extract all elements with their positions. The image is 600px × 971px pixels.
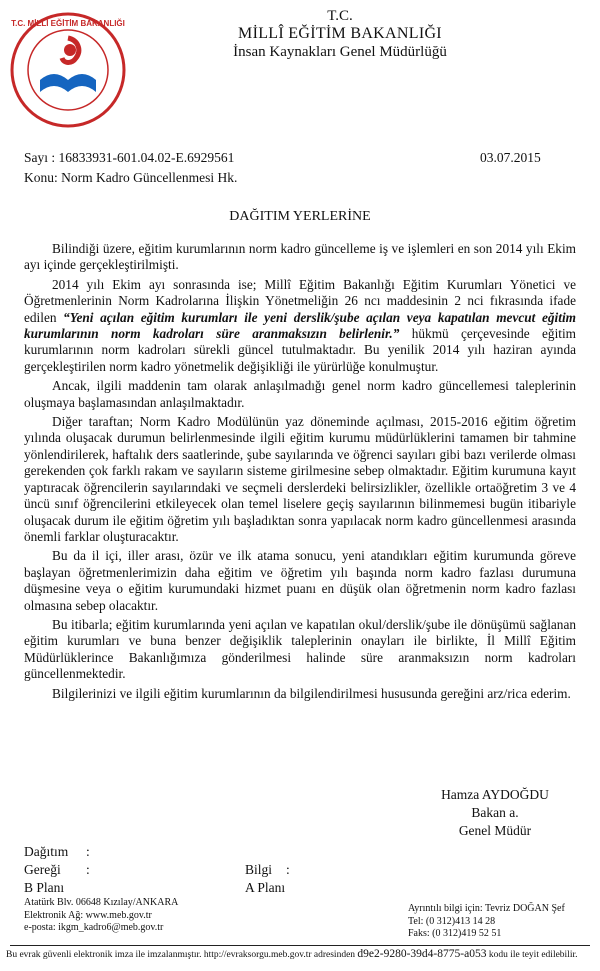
footer-email: e-posta: ikgm_kadro6@meb.gov.tr: [24, 922, 164, 933]
paragraph-7: Bilgilerinizi ve ilgili eğitim kurumlarının da bilgilendirilmesi hususunda gereğini arz/rica ederim.: [52, 685, 571, 701]
ministry-logo: [8, 10, 128, 130]
document-subject: Konu: Norm Kadro Güncellenmesi Hk.: [24, 170, 238, 185]
document-date: 03.07.2015: [480, 150, 541, 165]
verification-note: [6, 948, 596, 960]
distribution-b-plani: B Planı: [24, 880, 65, 895]
header-directorate: İnsan Kaynakları Genel Müdürlüğü: [233, 44, 447, 60]
footer-web: Elektronik Ağ: www.meb.gov.tr: [24, 909, 152, 921]
footer-fax: Faks: (0 312)419 52 51: [408, 928, 502, 939]
paragraph-6: Bu itibarla; eğitim kurumlarında yeni açılan ve kapatılan okul/derslik/şube ile dönüşümü sağlanan eğitim kurumları ve buna benzer değişiklik taleplerinin onayları ile birlikte, İl Millî Eğitim Müdürlüklerince Bakanlığımıza gönderilmesi halinde süre aranmaksızın norm kadroları güncellenmektedir.: [24, 616, 576, 682]
paragraph-2: [24, 277, 576, 375]
svg-text:T.C. MİLLİ EĞİTİM BAKANLIĞI: T.C. MİLLİ EĞİTİM BAKANLIĞI: [11, 19, 125, 28]
footer-tel: Tel: (0 312)413 14 28: [408, 915, 496, 927]
document-title: DAĞITIM YERLERİNE: [229, 209, 371, 224]
footer-divider: [10, 945, 590, 946]
footer-address: Atatürk Blv. 06648 Kızılay/ANKARA: [24, 897, 179, 908]
footer-contact-block: [408, 903, 565, 941]
paragraph-5: Bu da il içi, iller arası, özür ve ilk atama sonucu, yeni atandıkları eğitim kurumunda göreve başlayan öğretmenlerimizin daha eğitim ve öğretim yılı başında norm kadro fazlası durumuna düşmesine veya o eğitim kurumundaki hizmet puanı en düşük olan öğretmenin norm kadro fazlası olmasına sebep olacaktır.: [24, 548, 576, 613]
paragraph-1: Bilindiği üzere, eğitim kurumlarının norm kadro güncelleme iş ve işlemleri en son 2014 yılı Ekim ayı içinde gerçekleştirilmişti.: [24, 241, 576, 273]
paragraph-3: Ancak, ilgili maddenin tam olarak anlaşılmadığı genel norm kadro güncellemesi taleplerinin oluşmaya başlamasından anlaşılmaktadır.: [24, 378, 576, 410]
distribution-a-plani: A Planı: [245, 880, 286, 895]
distribution-bilgi: Bilgi: [245, 862, 273, 877]
signatory-role-2: Genel Müdür: [458, 823, 532, 838]
document-body: [24, 241, 576, 705]
paragraph-4: Diğer taraftan; Norm Kadro Modülünün yaz döneminde açılması, 2015-2016 eğitim öğretim yılında oluşacak durumun belirlenmesinde ilgili eğitim kurumu müdürlüklerini tamamen bir tahmine yönlendirilerek, haftalık ders saatlerinde, şube sayılarında ve öğrenci sayıları gibi bazı verilerde olması gerekenden çok farklı rakam ve sayıların sisteme girilmesine sebep olmaktadır. Eğitim kurumuna kayıt yaptıracak öğrencilerin sayılarındaki ve seçmeli derslerdeki belirsizlikler, özellikle ortaöğretim 3 ve 4 üncü sınıf öğrencilerini etkileyecek olan temel liselere geçiş sayılarının bilinmemesi bugün itibariyle oluşacak durum ile eğitim öğretim yılı başladıktan sonra yapılacak norm kadro güncellenmesi arasında önemli farklar oluşturacaktır.: [24, 414, 576, 544]
distribution-bilgi-colon: :: [286, 862, 290, 877]
paragraph-2-rest: hükmü çerçevesinde eğitim kurumlarının norm kadroları sürekli güncel tutulmaktadır. Bu yenilik 2014 yılı haziran ayında gerçekleştirilen norm kadro yönetmelik değişikliği ile yürürlüğe konulmuştur.: [24, 326, 576, 374]
footer-address-block: [24, 897, 178, 935]
paragraph-2-intro: 2014 yılı Ekim ayı sonrasında ise; Millî Eğitim Bakanlığı Eğitim Kurumları Yönetici ve Öğretmenlerinin Norm Kadrolarına İlişkin Yönetmeliğin 26 ncı maddesinin 2 nci fıkrasında ifade edilen: [24, 276, 576, 325]
verification-suffix: kodu ile teyit edilebilir.: [486, 950, 578, 960]
signatory-name: Hamza AYDOĞDU: [441, 787, 549, 802]
signatory-role-1: Bakan a.: [471, 805, 519, 820]
verification-code: d9e2-9280-39d4-8775-a053: [357, 948, 487, 960]
document-number: Sayı : 16833931-601.04.02-E.6929561: [24, 150, 235, 165]
footer-contact: Ayrıntılı bilgi için: Tevriz DOĞAN Şef: [408, 903, 565, 914]
distribution-heading: Dağıtım: [24, 844, 69, 859]
distribution-geregi: Gereği: [24, 862, 61, 877]
regulation-quote: “Yeni açılan eğitim kurumları ile yeni derslik/şube açılan veya kapatılan mevcut eğitim kurumlarının norm kadroları süre aranmaksızın belirlenir.”: [24, 309, 576, 342]
distribution-colon: :: [86, 844, 90, 859]
header-tc: T.C.: [327, 8, 353, 24]
header-ministry: MİLLÎ EĞİTİM BAKANLIĞI: [238, 25, 442, 42]
verification-text: Bu evrak güvenli elektronik imza ile imzalanmıştır. http://evraksorgu.meb.gov.tr adresinden: [6, 950, 358, 960]
signature-block: [420, 786, 570, 840]
distribution-geregi-colon: :: [86, 862, 90, 877]
